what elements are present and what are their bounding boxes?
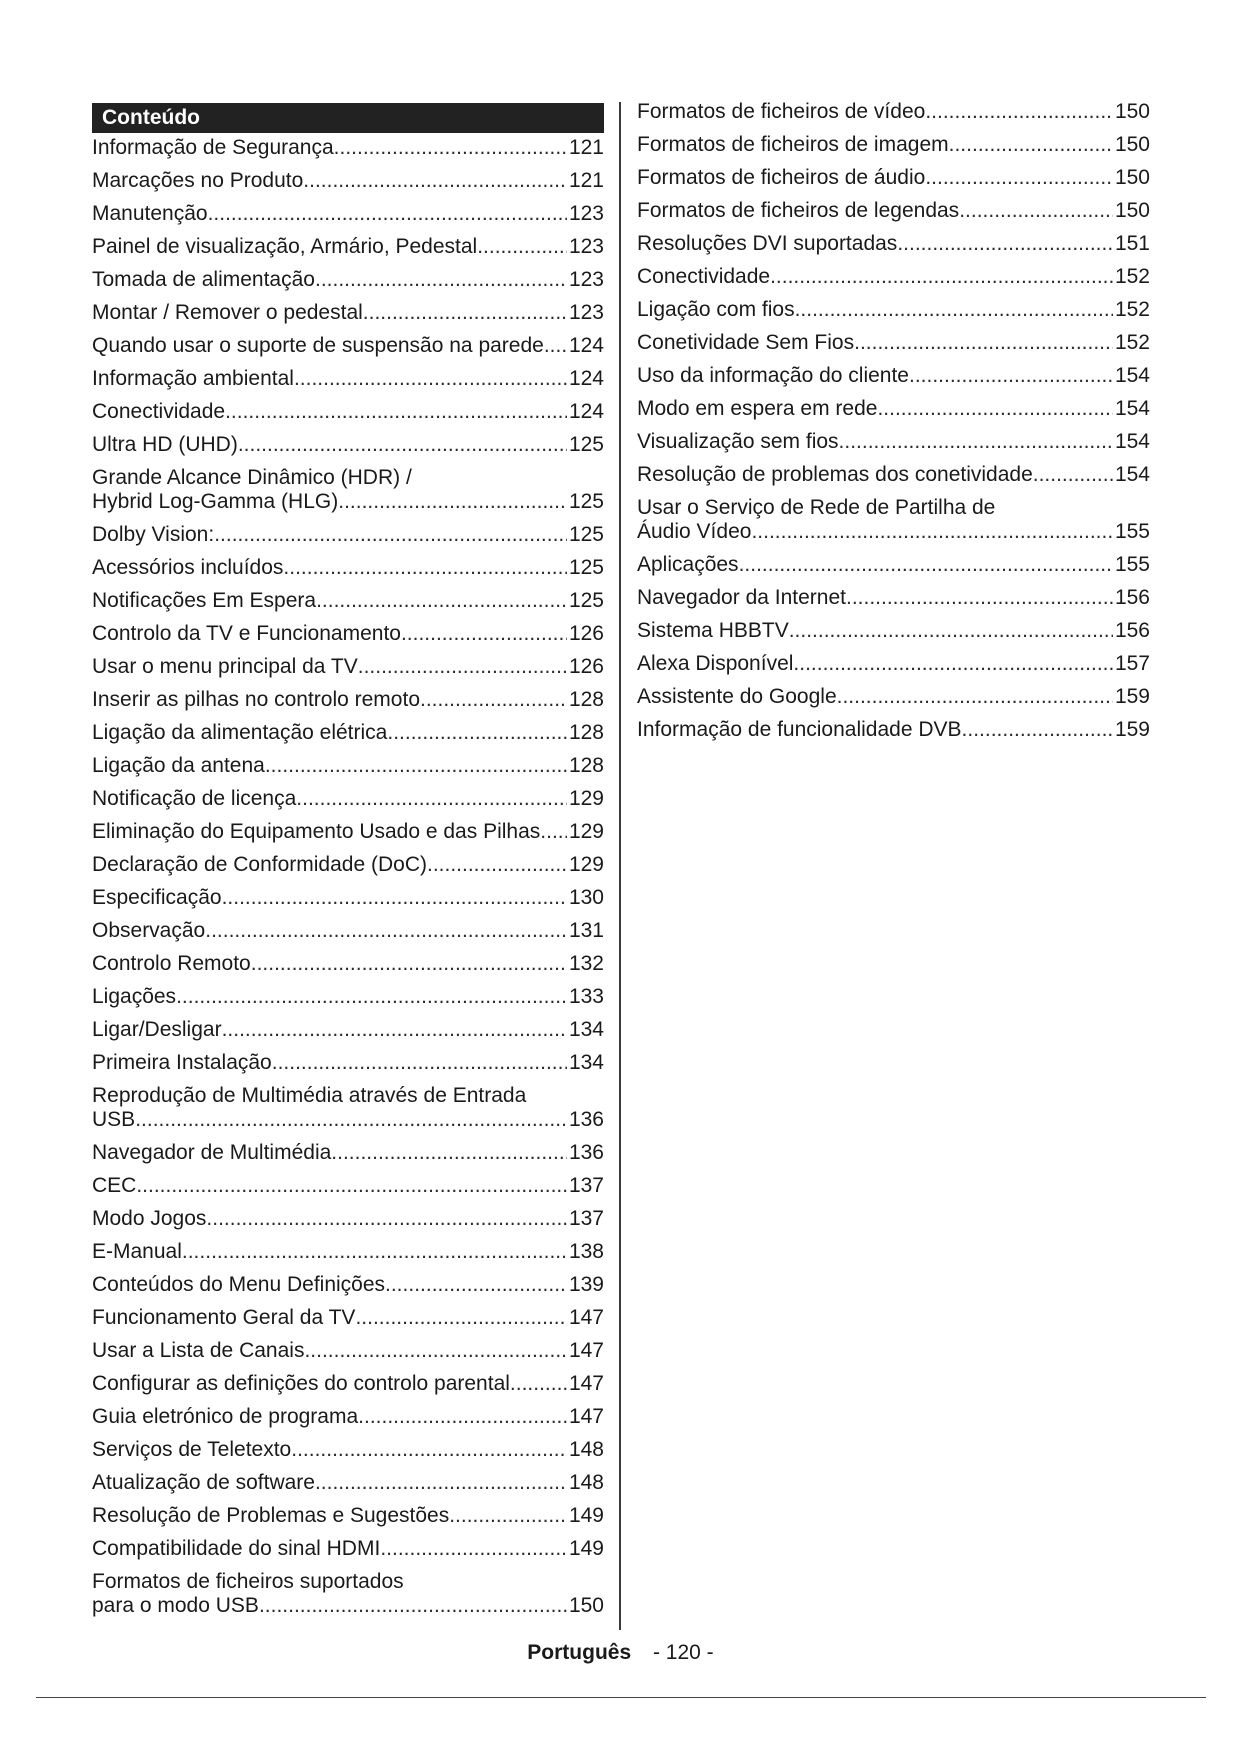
toc-leader-dots [540, 820, 567, 844]
toc-entry-title: E-Manual [92, 1240, 182, 1263]
toc-entry[interactable] [92, 367, 604, 391]
toc-entry-title: Tomada de alimentação [92, 268, 315, 291]
toc-leader-dots [176, 985, 567, 1009]
toc-entry-page: 154 [1114, 364, 1150, 387]
toc-leader-dots [877, 397, 1112, 421]
toc-entry-page: 138 [568, 1240, 604, 1263]
toc-entry[interactable] [92, 985, 604, 1009]
toc-entry-title: Painel de visualização, Armário, Pedestal [92, 235, 478, 258]
toc-entry[interactable] [92, 1405, 604, 1429]
toc-entry-page: 150 [1114, 100, 1150, 123]
toc-leader-dots [303, 169, 567, 193]
toc-leader-dots [363, 301, 567, 325]
toc-entry-page: 136 [568, 1141, 604, 1164]
toc-entry[interactable] [92, 1504, 604, 1528]
toc-entry-title: Compatibilidade do sinal HDMI [92, 1537, 381, 1560]
toc-leader-dots [739, 553, 1113, 577]
toc-entry[interactable] [92, 853, 604, 877]
toc-entry[interactable] [637, 100, 1150, 124]
toc-entry-title: Notificação de licença [92, 787, 297, 810]
toc-entry[interactable] [637, 463, 1150, 487]
toc-entry[interactable] [92, 136, 604, 160]
toc-entry-title: USB [92, 1108, 136, 1131]
toc-entry-title: Formatos de ficheiros de áudio [637, 166, 926, 189]
toc-entry-page: 155 [1114, 520, 1150, 543]
toc-entry-page: 148 [568, 1471, 604, 1494]
toc-entry-title: Navegador de Multimédia [92, 1141, 332, 1164]
toc-entry-title: Resoluções DVI suportadas [637, 232, 898, 255]
toc-entry-title-line: Usar o Serviço de Rede de Partilha de [637, 496, 996, 519]
toc-entry-title: Conectividade [92, 400, 226, 423]
footer-language: Português [527, 1641, 632, 1664]
toc-entry-page: 147 [568, 1306, 604, 1329]
toc-entry-page: 137 [568, 1174, 604, 1197]
toc-entry[interactable] [637, 166, 1150, 190]
toc-leader-dots [839, 430, 1113, 454]
toc-entry[interactable] [92, 1273, 604, 1297]
toc-entry-page: 123 [568, 235, 604, 258]
toc-entry-page: 123 [568, 301, 604, 324]
toc-entry-page: 152 [1114, 331, 1150, 354]
toc-entry-title: Formatos de ficheiros de imagem [637, 133, 949, 156]
toc-leader-dots [355, 1306, 567, 1330]
toc-leader-dots [925, 166, 1113, 190]
toc-entry-page: 136 [568, 1108, 604, 1131]
column-divider [619, 102, 621, 1630]
toc-leader-dots [837, 685, 1113, 709]
toc-entry[interactable] [92, 1306, 604, 1330]
toc-entry[interactable] [92, 301, 604, 325]
toc-entry[interactable] [92, 556, 604, 580]
toc-leader-dots [959, 199, 1113, 223]
toc-leader-dots [316, 589, 567, 613]
toc-entry-title: Ligação com fios [637, 298, 795, 321]
toc-entry-title: Ligação da antena [92, 754, 265, 777]
toc-leader-dots [238, 433, 567, 457]
toc-leader-dots [401, 622, 567, 646]
toc-entry-title: Hybrid Log-Gamma (HLG) [92, 490, 339, 513]
toc-entry[interactable] [92, 1339, 604, 1363]
toc-entry[interactable] [637, 430, 1150, 454]
toc-entry[interactable] [92, 721, 604, 745]
toc-entry[interactable] [637, 586, 1150, 610]
toc-entry-page: 124 [568, 400, 604, 423]
toc-entry[interactable] [92, 919, 604, 943]
toc-leader-dots [380, 1537, 567, 1561]
toc-entry-title: Sistema HBBTV [637, 619, 789, 642]
toc-entry[interactable] [92, 1240, 604, 1264]
toc-leader-dots [420, 688, 567, 712]
toc-entry[interactable] [92, 886, 604, 910]
toc-entry-page: 148 [568, 1438, 604, 1461]
toc-entry-title: Manutenção [92, 202, 208, 225]
toc-leader-dots [949, 133, 1113, 157]
toc-leader-dots [291, 1438, 567, 1462]
toc-leader-dots [182, 1240, 567, 1264]
toc-right-list [637, 100, 1150, 742]
toc-entry-page: 155 [1114, 553, 1150, 576]
toc-entry-title: Conetividade Sem Fios [637, 331, 855, 354]
toc-leader-dots [793, 652, 1113, 676]
toc-entry[interactable] [92, 169, 604, 193]
toc-entry-page: 129 [568, 787, 604, 810]
toc-entry-page: 133 [568, 985, 604, 1008]
toc-entry-page: 134 [568, 1018, 604, 1041]
toc-entry-title: Aplicações [637, 553, 739, 576]
toc-entry-title-line: Reprodução de Multimédia através de Entrada [92, 1084, 527, 1107]
toc-entry[interactable] [637, 232, 1150, 256]
toc-entry[interactable] [92, 235, 604, 259]
toc-entry-page: 124 [568, 367, 604, 390]
toc-entry[interactable] [637, 298, 1150, 322]
toc-entry-page: 125 [568, 490, 604, 513]
toc-entry-page: 121 [568, 136, 604, 159]
toc-leader-dots [304, 1339, 567, 1363]
toc-entry-page: 159 [1114, 718, 1150, 741]
toc-entry-page: 123 [568, 202, 604, 225]
toc-entry-page: 149 [568, 1504, 604, 1527]
toc-leader-dots [294, 367, 567, 391]
footer-page-number: - 120 - [652, 1641, 714, 1664]
toc-entry-page: 147 [568, 1339, 604, 1362]
toc-leader-dots [846, 586, 1113, 610]
toc-leader-dots [385, 1273, 567, 1297]
toc-entry-title: Modo em espera em rede [637, 397, 878, 420]
toc-entry-page: 125 [568, 589, 604, 612]
toc-entry[interactable] [92, 1174, 604, 1198]
toc-entry-page: 129 [568, 853, 604, 876]
toc-entry[interactable] [637, 652, 1150, 676]
toc-entry-title: Uso da informação do cliente [637, 364, 909, 387]
toc-entry-title: Áudio Vídeo [637, 520, 752, 543]
toc-entry[interactable] [92, 1537, 604, 1561]
toc-entry-title: Atualização de software [92, 1471, 315, 1494]
toc-entry-title: Navegador da Internet [637, 586, 846, 609]
toc-entry[interactable] [92, 1207, 604, 1231]
toc-entry-title: Controlo da TV e Funcionamento [92, 622, 401, 645]
toc-entry-page: 129 [568, 820, 604, 843]
toc-entry[interactable] [92, 466, 604, 514]
toc-leader-dots [315, 1471, 567, 1495]
toc-leader-dots [449, 1504, 567, 1528]
toc-leader-dots [225, 400, 567, 424]
toc-leader-dots [962, 718, 1113, 742]
toc-entry[interactable] [92, 1084, 604, 1132]
toc-entry-page: 151 [1114, 232, 1150, 255]
toc-entry[interactable] [92, 1471, 604, 1495]
toc-entry-page: 128 [568, 688, 604, 711]
toc-entry-title: Quando usar o suporte de suspensão na parede [92, 334, 544, 357]
toc-entry-page: 132 [568, 952, 604, 975]
toc-entry-page: 157 [1114, 652, 1150, 675]
toc-leader-dots [770, 265, 1113, 289]
toc-leader-dots [283, 556, 567, 580]
toc-entry[interactable] [637, 364, 1150, 388]
toc-entry-title: Visualização sem fios [637, 430, 839, 453]
toc-entry-title: Funcionamento Geral da TV [92, 1306, 356, 1329]
toc-entry-page: 131 [568, 919, 604, 942]
toc-entry-title: Primeira Instalação [92, 1051, 272, 1074]
toc-entry-page: 139 [568, 1273, 604, 1296]
toc-entry-page: 125 [568, 556, 604, 579]
toc-leader-dots [795, 298, 1113, 322]
toc-entry-title: Assistente do Google [637, 685, 837, 708]
toc-entry-title: Conectividade [637, 265, 771, 288]
toc-left-list [92, 136, 604, 1618]
toc-entry[interactable] [92, 655, 604, 679]
toc-entry-title: Informação ambiental [92, 367, 294, 390]
toc-leader-dots [135, 1108, 567, 1132]
toc-entry-title: Usar o menu principal da TV [92, 655, 358, 678]
toc-leader-dots [897, 232, 1113, 256]
toc-leader-dots [358, 1405, 567, 1429]
toc-leader-dots [789, 619, 1113, 643]
toc-leader-dots [338, 490, 567, 514]
toc-entry[interactable] [92, 202, 604, 226]
toc-entry-page: 150 [1114, 166, 1150, 189]
toc-entry[interactable] [92, 688, 604, 712]
toc-entry[interactable] [637, 685, 1150, 709]
toc-entry-page: 123 [568, 268, 604, 291]
toc-entry-title: Declaração de Conformidade (DoC) [92, 853, 427, 876]
toc-entry-title: Acessórios incluídos [92, 556, 284, 579]
toc-leader-dots [265, 754, 567, 778]
toc-entry[interactable] [637, 496, 1150, 544]
toc-leader-dots [925, 100, 1113, 124]
toc-leader-dots [222, 886, 567, 910]
toc-leader-dots [358, 655, 567, 679]
toc-entry-page: 125 [568, 433, 604, 456]
toc-entry-title: Alexa Disponível [637, 652, 794, 675]
toc-entry-title: Formatos de ficheiros de legendas [637, 199, 960, 222]
toc-entry-title: Notificações Em Espera [92, 589, 317, 612]
toc-entry-page: 159 [1114, 685, 1150, 708]
toc-leader-dots [208, 202, 567, 226]
toc-entry-title: Inserir as pilhas no controlo remoto [92, 688, 420, 711]
toc-entry-page: 137 [568, 1207, 604, 1230]
toc-entry-title: Controlo Remoto [92, 952, 251, 975]
toc-entry-title: Ligar/Desligar [92, 1018, 222, 1041]
toc-entry-title: Serviços de Teletexto [92, 1438, 292, 1461]
footer-rule [36, 1697, 1206, 1698]
toc-entry-page: 150 [1114, 133, 1150, 156]
toc-entry-page: 134 [568, 1051, 604, 1074]
toc-entry[interactable] [92, 523, 604, 547]
toc-entry[interactable] [637, 133, 1150, 157]
toc-entry[interactable] [92, 754, 604, 778]
toc-entry-page: 126 [568, 655, 604, 678]
toc-entry-page: 130 [568, 886, 604, 909]
toc-entry-page: 126 [568, 622, 604, 645]
toc-entry[interactable] [92, 400, 604, 424]
toc-entry[interactable] [92, 622, 604, 646]
toc-entry[interactable] [637, 718, 1150, 742]
toc-entry[interactable] [92, 334, 604, 358]
toc-title: Conteúdo [92, 103, 604, 133]
toc-entry[interactable] [92, 787, 604, 811]
toc-entry-title: para o modo USB [92, 1594, 259, 1617]
toc-entry-page: 156 [1114, 619, 1150, 642]
toc-right-column [637, 100, 1150, 742]
toc-entry-page: 150 [1114, 199, 1150, 222]
toc-entry[interactable] [92, 589, 604, 613]
toc-entry[interactable] [92, 1438, 604, 1462]
toc-entry-title: Ligação da alimentação elétrica [92, 721, 388, 744]
toc-leader-dots [331, 1141, 567, 1165]
toc-leader-dots [544, 334, 567, 358]
toc-entry[interactable] [92, 1051, 604, 1075]
toc-entry-title-line: Grande Alcance Dinâmico (HDR) / [92, 466, 412, 489]
toc-entry[interactable] [92, 1570, 604, 1618]
toc-entry[interactable] [637, 397, 1150, 421]
toc-entry[interactable] [92, 1141, 604, 1165]
toc-entry-page: 121 [568, 169, 604, 192]
toc-leader-dots [854, 331, 1113, 355]
toc-entry-page: 150 [568, 1594, 604, 1617]
toc-entry-page: 128 [568, 721, 604, 744]
toc-entry-title: Configurar as definições do controlo parental [92, 1372, 510, 1395]
toc-entry[interactable] [92, 952, 604, 976]
toc-entry-page: 156 [1114, 586, 1150, 609]
toc-leader-dots [510, 1372, 567, 1396]
toc-leader-dots [334, 136, 567, 160]
toc-entry-title: Montar / Remover o pedestal [92, 301, 363, 324]
toc-leader-dots [909, 364, 1113, 388]
toc-leader-dots [206, 1207, 567, 1231]
toc-entry-page: 154 [1114, 397, 1150, 420]
toc-entry[interactable] [637, 619, 1150, 643]
toc-entry-title: Dolby Vision: [92, 523, 215, 546]
toc-entry-title: Ligações [92, 985, 177, 1008]
toc-entry-page: 152 [1114, 265, 1150, 288]
toc-entry-title: Usar a Lista de Canais [92, 1339, 305, 1362]
toc-entry-title: Ultra HD (UHD) [92, 433, 238, 456]
toc-entry-page: 128 [568, 754, 604, 777]
toc-entry-title: Observação [92, 919, 206, 942]
toc-entry[interactable] [92, 433, 604, 457]
toc-leader-dots [427, 853, 567, 877]
toc-entry-title: Resolução de problemas dos conetividade [637, 463, 1033, 486]
toc-leader-dots [222, 1018, 567, 1042]
toc-entry[interactable] [637, 199, 1150, 223]
toc-leader-dots [272, 1051, 567, 1075]
toc-entry-title: Modo Jogos [92, 1207, 207, 1230]
toc-entry-title: Informação de funcionalidade DVB [637, 718, 962, 741]
toc-left-column [92, 100, 604, 1618]
toc-leader-dots [296, 787, 567, 811]
toc-entry-page: 124 [568, 334, 604, 357]
toc-entry-title-line: Formatos de ficheiros suportados [92, 1570, 404, 1593]
toc-entry-page: 149 [568, 1537, 604, 1560]
toc-entry-page: 154 [1114, 430, 1150, 453]
toc-entry-title: Marcações no Produto [92, 169, 304, 192]
toc-entry[interactable] [92, 820, 604, 844]
toc-entry[interactable] [637, 265, 1150, 289]
toc-leader-dots [136, 1174, 567, 1198]
toc-entry[interactable] [92, 268, 604, 292]
toc-entry-page: 147 [568, 1372, 604, 1395]
toc-leader-dots [259, 1594, 567, 1618]
toc-entry-title: Informação de Segurança [92, 136, 334, 159]
toc-leader-dots [477, 235, 567, 259]
toc-entry-page: 147 [568, 1405, 604, 1428]
toc-leader-dots [315, 268, 567, 292]
toc-entry[interactable] [637, 553, 1150, 577]
toc-leader-dots [205, 919, 567, 943]
toc-entry-title: Formatos de ficheiros de vídeo [637, 100, 926, 123]
toc-leader-dots [1033, 463, 1113, 487]
toc-entry[interactable] [92, 1018, 604, 1042]
toc-entry-page: 152 [1114, 298, 1150, 321]
toc-leader-dots [251, 952, 567, 976]
toc-entry-title: Resolução de Problemas e Sugestões [92, 1504, 450, 1527]
toc-entry[interactable] [92, 1372, 604, 1396]
toc-entry-page: 154 [1114, 463, 1150, 486]
toc-entry-title: Guia eletrónico de programa [92, 1405, 359, 1428]
toc-leader-dots [214, 523, 567, 547]
page-footer [0, 1640, 1241, 1666]
toc-leader-dots [751, 520, 1113, 544]
toc-entry-title: Conteúdos do Menu Definições [92, 1273, 386, 1296]
toc-entry-title: Eliminação do Equipamento Usado e das Pilhas [92, 820, 541, 843]
toc-leader-dots [387, 721, 567, 745]
toc-entry-page: 125 [568, 523, 604, 546]
toc-entry[interactable] [637, 331, 1150, 355]
toc-entry-title: CEC [92, 1174, 137, 1197]
toc-entry-title: Especificação [92, 886, 222, 909]
